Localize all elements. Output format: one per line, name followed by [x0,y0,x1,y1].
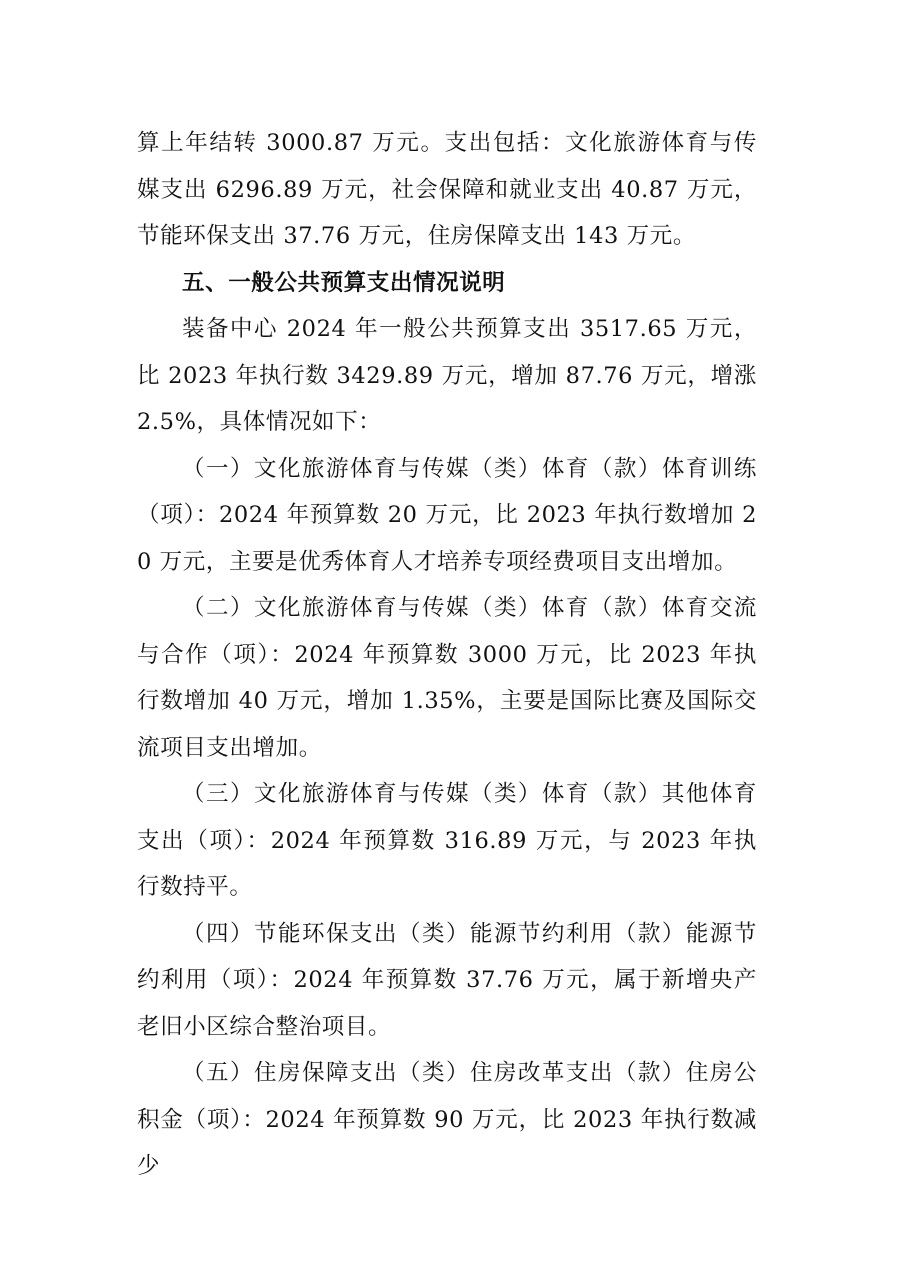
section-summary-paragraph: 装备中心 2024 年一般公共预算支出 3517.65 万元，比 2023 年执行数 3429.89 万元，增加 87.76 万元，增涨 2.5%，具体情况如下： [137,316,757,435]
item-5-paragraph: （五）住房保障支出（类）住房改革支出（款）住房公积金（项）：2024 年预算数 90 万元，比 2023 年执行数减少 [137,1060,757,1179]
intro-continuation-paragraph: 算上年结转 3000.87 万元。支出包括：文化旅游体育与传媒支出 6296.89 万元，社会保障和就业支出 40.87 万元，节能环保支出 37.76 万元，住房保障支出 143 万元。 [137,130,757,249]
section-heading: 五、一般公共预算支出情况说明 [182,269,506,296]
document-body [137,120,757,1190]
item-4-paragraph: （四）节能环保支出（类）能源节约利用（款）能源节约利用（项）：2024 年预算数 37.76 万元，属于新增央产老旧小区综合整治项目。 [137,920,757,1040]
item-2-paragraph: （二）文化旅游体育与传媒（类）体育（款）体育交流与合作（项）：2024 年预算数 3000 万元，比 2023 年执行数增加 40 万元，增加 1.35%，主要是国际比赛及国际交流项目支出增加。 [137,595,757,761]
item-3-paragraph: （三）文化旅游体育与传媒（类）体育（款）其他体育支出（项）：2024 年预算数 316.89 万元，与 2023 年执行数持平。 [137,781,757,900]
item-1-paragraph: （一）文化旅游体育与传媒（类）体育（款）体育训练（项）：2024 年预算数 20 万元，比 2023 年执行数增加 20 万元，主要是优秀体育人才培养专项经费项目支出增加。 [137,455,757,575]
